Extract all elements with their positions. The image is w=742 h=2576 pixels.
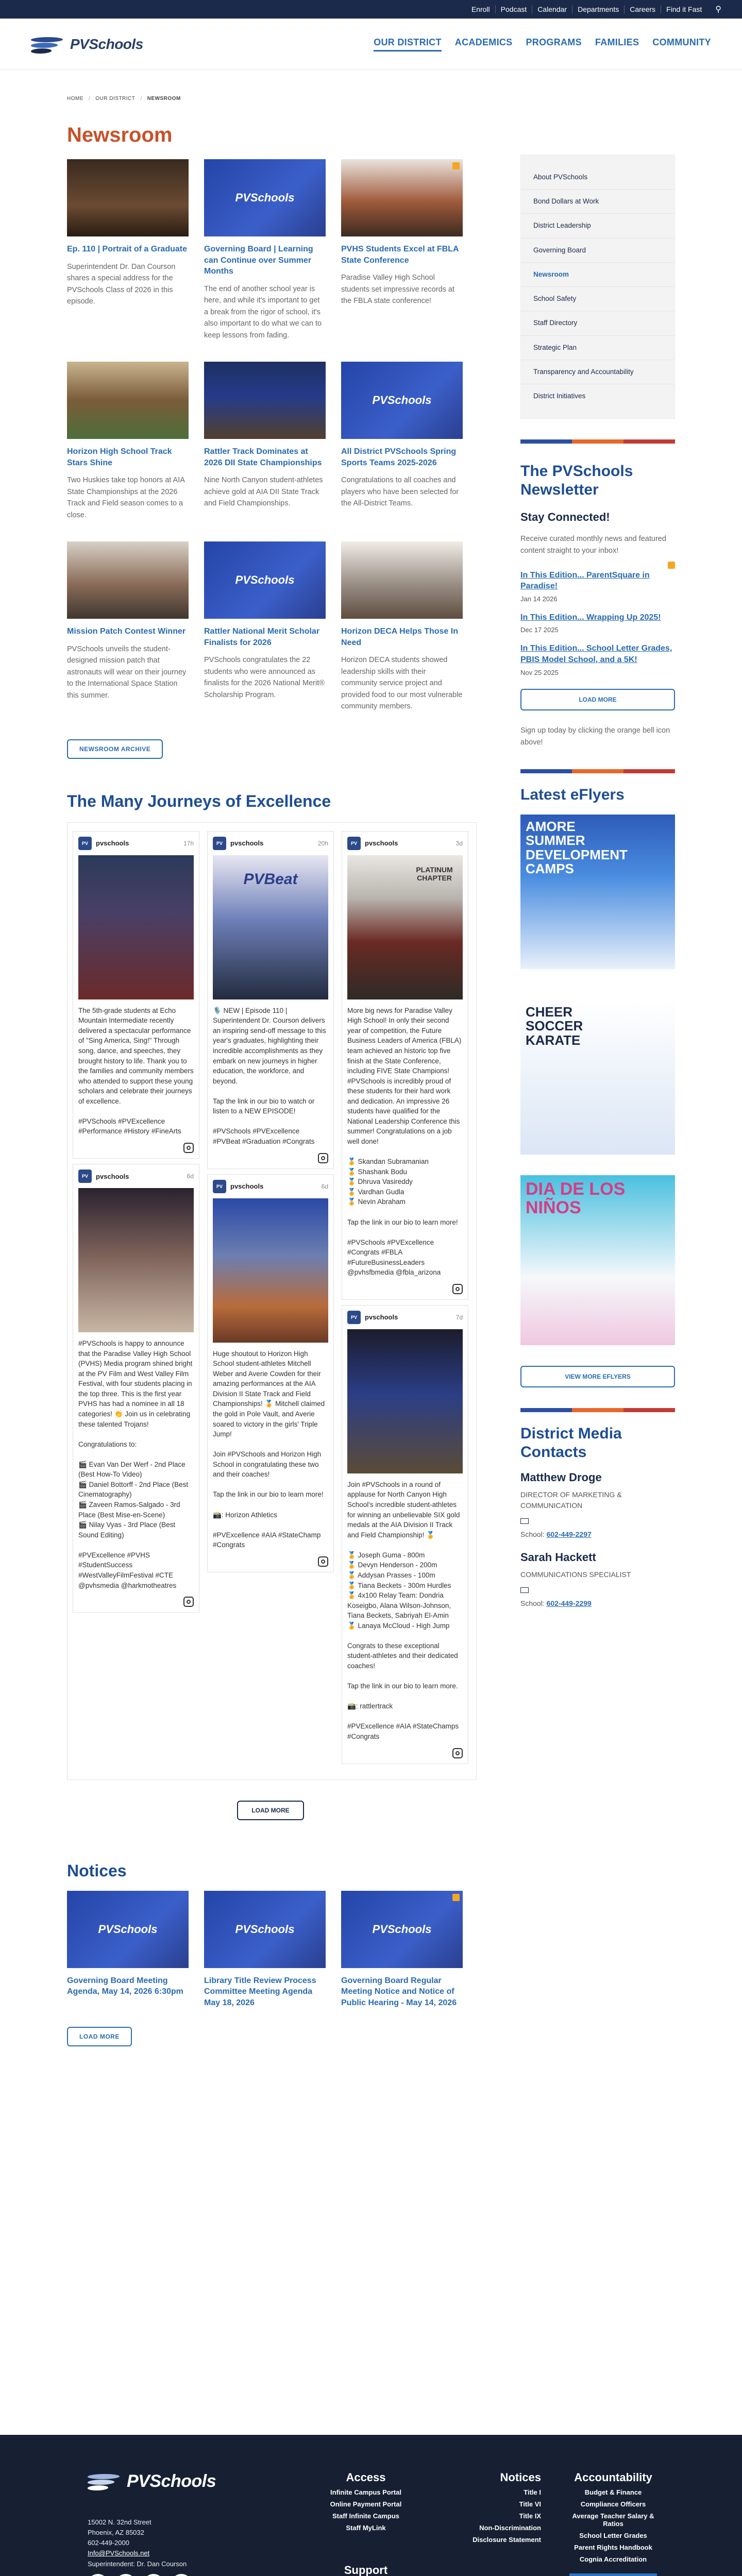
notice-title[interactable]: Governing Board Regular Meeting Notice and Notice of Public Hearing - May 14, 2026 xyxy=(341,1976,457,2007)
utility-link-departments[interactable]: Departments xyxy=(572,5,624,13)
social-post[interactable] xyxy=(342,1305,468,1764)
post-timestamp: 20h xyxy=(317,839,328,847)
footer-accountability-column xyxy=(562,2471,665,2576)
news-thumbnail[interactable] xyxy=(67,159,189,236)
newsletter-load-more-button[interactable]: LOAD MORE xyxy=(520,689,675,710)
footer-access-title: Access xyxy=(346,2471,386,2484)
footer-logo[interactable] xyxy=(88,2471,216,2492)
newsletter-item-title[interactable]: In This Edition... ParentSquare in Paradise! xyxy=(520,570,650,591)
news-card[interactable] xyxy=(67,159,189,341)
footer-link[interactable]: Disclosure Statement xyxy=(473,2536,541,2544)
decorative-stripe xyxy=(520,769,675,773)
avatar: PV xyxy=(213,1180,226,1193)
address-street: 15002 N. 32nd Street xyxy=(88,2518,151,2526)
newsroom-archive-button[interactable]: NEWSROOM ARCHIVE xyxy=(67,739,163,759)
podcast-logo-text: PVBeat xyxy=(243,870,298,888)
email-icon[interactable] xyxy=(520,1587,529,1593)
footer-link[interactable]: Title VI xyxy=(519,2500,541,2508)
sidebar-item-district-leadership[interactable]: District Leadership xyxy=(521,214,674,238)
post-timestamp: 17h xyxy=(183,839,194,847)
news-card[interactable] xyxy=(341,541,463,713)
post-caption: The 5th-grade students at Echo Mountain Intermediate recently delivered a spectacular performance of "Sing America, Sing!" Through song, dance, and speeches, they brought history to life. Thank you to the families and community members who attended to support these young scholars and celebrate their journeys of excellence. #PVSchools #PVExcellence #Performance #History #FineArts xyxy=(78,1006,194,1136)
newsletter-item-date: Dec 17 2025 xyxy=(520,626,559,634)
news-title[interactable]: Horizon DECA Helps Those In Need xyxy=(341,627,458,647)
footer-address xyxy=(88,2517,187,2569)
notice-thumbnail[interactable] xyxy=(67,1891,189,1968)
contact-phone-number[interactable]: 602-449-2297 xyxy=(546,1530,592,1538)
notification-bell-icon xyxy=(452,1894,460,1901)
utility-link-enroll[interactable]: Enroll xyxy=(471,5,490,13)
contact-name: Sarah Hackett xyxy=(520,1550,596,1564)
social-post[interactable] xyxy=(207,831,334,1169)
sidebar-item-governing-board[interactable]: Governing Board xyxy=(521,239,674,263)
avatar: PV xyxy=(347,837,361,850)
avatar: PV xyxy=(78,837,92,850)
instagram-icon[interactable] xyxy=(183,1143,194,1153)
site-footer xyxy=(0,2435,742,2576)
breadcrumb-home[interactable]: HOME xyxy=(67,96,83,101)
newsletter-item-date: Jan 14 2026 xyxy=(520,595,558,603)
footer-support-column xyxy=(319,2564,412,2576)
sidebar-item-about[interactable]: About PVSchools xyxy=(521,165,674,190)
notice-card[interactable] xyxy=(67,1891,189,2009)
footer-link[interactable]: Title I xyxy=(524,2488,541,2496)
footer-link[interactable]: Staff MyLink xyxy=(346,2524,386,2532)
post-timestamp: 6d xyxy=(321,1182,328,1190)
newsletter-title: The PVSchools Newsletter xyxy=(520,463,633,499)
eflyer-heading: AMORE SUMMER DEVELOPMENT CAMPS xyxy=(526,818,628,876)
news-thumbnail[interactable] xyxy=(204,541,326,619)
thumb-logo: PVSchools xyxy=(372,394,432,407)
utility-bar xyxy=(0,0,742,19)
newsletter-intro: Receive curated monthly news and featured content straight to your inbox! xyxy=(520,535,666,555)
thumb-logo: PVSchools xyxy=(98,1922,158,1936)
news-excerpt: Paradise Valley High School students set impressive records at the FBLA state conference! xyxy=(341,274,455,306)
decorative-stripe xyxy=(520,439,675,444)
post-username[interactable]: pvschools xyxy=(365,1313,398,1321)
utility-link-podcast[interactable]: Podcast xyxy=(495,5,532,13)
notice-thumbnail[interactable] xyxy=(204,1891,326,1968)
youtube-icon[interactable] xyxy=(171,2574,192,2576)
footer-support-title: Support xyxy=(344,2564,388,2576)
sidebar-menu xyxy=(520,155,675,419)
post-image[interactable] xyxy=(213,1198,328,1343)
notice-card[interactable] xyxy=(341,1891,463,2009)
news-excerpt: PVSchools congratulates the 22 students who were announced as finalists for the 2026 National Merit® Scholarship Program. xyxy=(204,656,325,699)
news-thumbnail[interactable] xyxy=(204,362,326,439)
post-username[interactable]: pvschools xyxy=(230,839,264,848)
post-username[interactable]: pvschools xyxy=(365,839,398,848)
newsletter-item[interactable] xyxy=(520,612,675,634)
news-title[interactable]: Governing Board | Learning can Continue over Summer Months xyxy=(204,245,313,276)
notice-thumbnail[interactable] xyxy=(341,1891,463,1968)
notice-title[interactable]: Governing Board Meeting Agenda, May 14, 2026 6:30pm xyxy=(67,1976,183,1996)
post-caption: Join #PVSchools in a round of applause for North Canyon High School's incredible student-athletes for winning an unbelievable SIX gold medals at the AIA Division II Track and Field Championship! 🏅 🏅 Joseph Guma - 800m 🏅 Devyn Henderson - 200m 🏅 Addysan Prasses - 100m 🏅 Tiana Beckets - 300m Hurdles 🏅 4x100 Relay Team: Dondria Koseigbo, Alana Wilson-Johnson, Tiana Beckets, Sabriyah El-Amin 🏅 Lanaya McCloud - High Jump Congrats to these exceptional student-athletes and their dedicated coaches! Tap the link in our bio to learn more. 📸: rattlertrack #PVExcellence #AIA #StateChamps #Congrats xyxy=(347,1480,460,1740)
thumb-logo: PVSchools xyxy=(235,573,295,587)
avatar: PV xyxy=(347,1311,361,1324)
logo-swoosh-icon xyxy=(88,2471,124,2492)
social-post[interactable] xyxy=(73,831,199,1159)
news-card[interactable] xyxy=(67,541,189,713)
post-image[interactable] xyxy=(78,855,194,999)
social-column xyxy=(342,831,476,1769)
news-card[interactable] xyxy=(341,362,463,521)
nav-programs[interactable]: PROGRAMS xyxy=(526,37,582,47)
news-excerpt: Horizon DECA students showed leadership skills with their community service project and provided food to our most vulnerable community members. xyxy=(341,656,463,711)
newsletter-subtitle: Stay Connected! xyxy=(520,511,610,524)
thumb-logo: PVSchools xyxy=(235,191,295,204)
footer-link[interactable]: Staff Infinite Campus xyxy=(332,2512,399,2520)
footer-social-links xyxy=(88,2574,192,2576)
post-username[interactable]: pvschools xyxy=(96,839,129,848)
post-username[interactable]: pvschools xyxy=(96,1172,129,1180)
footer-link[interactable]: Infinite Campus Portal xyxy=(330,2488,401,2496)
fbla-banner-text: PLATINUM CHAPTER xyxy=(416,865,453,882)
main-content xyxy=(67,124,474,2046)
twitter-icon[interactable] xyxy=(143,2574,164,2576)
main-nav xyxy=(374,37,711,52)
social-post[interactable] xyxy=(207,1174,334,1572)
page-title: Newsroom xyxy=(67,124,173,146)
breadcrumb-our-district[interactable]: OUR DISTRICT xyxy=(95,96,136,101)
post-image[interactable] xyxy=(78,1188,194,1332)
news-title[interactable]: Mission Patch Contest Winner xyxy=(67,627,186,636)
footer-notices-column xyxy=(464,2471,541,2544)
footer-logo-text: PVSchools xyxy=(127,2471,216,2491)
journeys-title: The Many Journeys of Excellence xyxy=(67,791,331,810)
news-thumbnail[interactable] xyxy=(204,159,326,236)
footer-link[interactable]: Online Payment Portal xyxy=(330,2500,402,2508)
breadcrumb-current: NEWSROOM xyxy=(147,96,181,101)
post-image[interactable] xyxy=(213,855,328,999)
notice-title[interactable]: Library Title Review Process Committee Meeting Agenda May 18, 2026 xyxy=(204,1976,316,2007)
footer-superintendent: Superintendent: Dr. Dan Courson xyxy=(88,2560,187,2568)
social-post[interactable] xyxy=(342,831,468,1300)
site-logo[interactable] xyxy=(31,34,143,55)
instagram-icon[interactable] xyxy=(183,1597,194,1607)
email-icon[interactable] xyxy=(520,1518,529,1524)
sidebar-item-newsroom[interactable]: Newsroom xyxy=(521,263,674,287)
news-card[interactable] xyxy=(204,541,326,713)
contact-us-button[interactable] xyxy=(569,2573,657,2576)
footer-notices-title: Notices xyxy=(500,2471,541,2484)
sidebar-item-district-initiatives[interactable]: District Initiatives xyxy=(533,392,586,400)
footer-link[interactable]: Non-Discrimination xyxy=(479,2524,541,2532)
news-thumbnail[interactable] xyxy=(341,159,463,236)
instagram-icon[interactable] xyxy=(452,1748,463,1758)
post-caption: Huge shoutout to Horizon High School student-athletes Mitchell Weber and Averie Cowden for their amazing performances at the AIA Division II State Track and Field Championships! 🏅 Mitchell claimed the gold in Pole Vault, and Averie soared to victory in the girls' Triple Jump! Join #PVSchools and Horizon High School in congratulating these two and their coaches! Tap the link in our bio to learn more! 📸: Horizon Athletics #PVExcellence #AIA #StateChamp #Congrats xyxy=(213,1349,325,1549)
post-timestamp: 7d xyxy=(456,1313,463,1321)
media-contact xyxy=(520,1551,675,1607)
contact-role: COMMUNICATIONS SPECIALIST xyxy=(520,1570,631,1579)
sidebar-item-transparency[interactable]: Transparency and Accountability xyxy=(521,360,674,384)
footer-access-column xyxy=(319,2471,412,2532)
post-username[interactable]: pvschools xyxy=(230,1182,264,1191)
newsletter-signup-note: Sign up today by clicking the orange bell icon above! xyxy=(520,726,670,747)
post-image[interactable] xyxy=(347,855,463,999)
breadcrumb xyxy=(0,70,742,101)
media-contacts-title: District Media Contacts xyxy=(520,1425,622,1461)
bell-icon[interactable] xyxy=(668,562,675,569)
news-excerpt: PVSchools unveils the student-designed mission patch that astronauts will wear on their journey to the International Space Station this summer. xyxy=(67,645,187,700)
news-thumbnail[interactable] xyxy=(341,362,463,439)
eflyers-title: Latest eFlyers xyxy=(520,786,625,803)
facebook-icon[interactable] xyxy=(88,2574,108,2576)
media-contact xyxy=(520,1471,675,1538)
instagram-icon[interactable] xyxy=(115,2574,136,2576)
instagram-icon[interactable] xyxy=(452,1284,463,1294)
instagram-icon[interactable] xyxy=(318,1556,328,1567)
post-image[interactable] xyxy=(347,1329,463,1473)
newsletter-item-date: Nov 25 2025 xyxy=(520,668,559,676)
contact-phone xyxy=(520,1599,675,1607)
eflyer-image[interactable] xyxy=(520,815,675,969)
contact-phone xyxy=(520,1530,675,1538)
contact-phone-label: School: xyxy=(520,1530,545,1538)
breadcrumb-separator: / xyxy=(140,96,142,101)
news-excerpt: Two Huskies take top honors at AIA State Championships at the 2026 Track and Field season comes to a close. xyxy=(67,476,185,519)
sidebar-item-staff-directory[interactable]: Staff Directory xyxy=(521,311,674,335)
decorative-stripe xyxy=(520,1408,675,1412)
news-excerpt: Nine North Canyon student-athletes achieve gold at AIA DII State Track and Field Championships. xyxy=(204,476,323,508)
eflyer-heading: DIA DE LOS NIÑOS xyxy=(526,1179,626,1217)
thumb-logo: PVSchools xyxy=(372,1922,432,1936)
news-thumbnail[interactable] xyxy=(67,362,189,439)
instagram-icon[interactable] xyxy=(318,1153,328,1163)
journeys-load-more-wrap xyxy=(67,1801,474,1820)
view-more-eflyers-button[interactable]: VIEW MORE EFLYERS xyxy=(520,1366,675,1387)
footer-link[interactable]: School Letter Grades xyxy=(579,2532,647,2539)
news-title[interactable]: Rattler National Merit Scholar Finalists for 2026 xyxy=(204,627,320,647)
news-card[interactable] xyxy=(204,159,326,341)
eflyer-image[interactable] xyxy=(520,1175,675,1345)
footer-accountability-title: Accountability xyxy=(574,2471,652,2484)
footer-link[interactable]: Parent Rights Handbook xyxy=(574,2544,652,2551)
notice-card[interactable] xyxy=(204,1891,326,2009)
news-card[interactable] xyxy=(341,159,463,341)
search-icon[interactable]: ⚲ xyxy=(715,5,721,14)
utility-link-find-it-fast[interactable]: Find it Fast xyxy=(661,5,707,13)
thumb-logo: PVSchools xyxy=(235,1922,295,1936)
news-excerpt: Congratulations to all coaches and players who have been selected for the All-District Teams. xyxy=(341,476,459,508)
newsletter-item[interactable] xyxy=(520,643,675,676)
newsletter-item-title[interactable]: In This Edition... Wrapping Up 2025! xyxy=(520,613,661,622)
newsletter-item[interactable] xyxy=(520,570,675,603)
footer-link[interactable]: Cognia Accreditation xyxy=(579,2555,647,2563)
address-phone: 602-449-2000 xyxy=(88,2539,129,2547)
sidebar-item-school-safety[interactable]: School Safety xyxy=(521,287,674,311)
sidebar-item-strategic-plan[interactable]: Strategic Plan xyxy=(521,336,674,360)
contact-name: Matthew Droge xyxy=(520,1470,602,1484)
news-card[interactable] xyxy=(67,362,189,521)
notices-grid xyxy=(67,1891,474,2009)
eflyer-heading: CHEER SOCCER KARATE xyxy=(526,1004,583,1048)
breadcrumb-separator: / xyxy=(89,96,91,101)
logo-swoosh-icon xyxy=(31,34,67,55)
social-column xyxy=(207,831,342,1578)
news-excerpt: Superintendent Dr. Dan Courson shares a special address for the PVSchools Class of 2026 in this episode. xyxy=(67,262,176,306)
footer-link[interactable]: Compliance Officers xyxy=(580,2500,646,2508)
post-timestamp: 6d xyxy=(187,1173,194,1180)
sidebar xyxy=(520,155,675,1607)
footer-link[interactable]: Title IX xyxy=(519,2512,541,2520)
utility-link-careers[interactable]: Careers xyxy=(624,5,661,13)
news-title[interactable]: Ep. 110 | Portrait of a Graduate xyxy=(67,245,187,253)
news-excerpt: The end of another school year is here, and while it's important to get a break from the rigor of school, it's also important to do what we can to keep lessons from fading. xyxy=(204,284,322,340)
news-title[interactable]: All District PVSchools Spring Sports Teams 2025-2026 xyxy=(341,447,457,467)
post-caption: 🎙️ NEW | Episode 110 | Superintendent Dr. Courson delivers an inspiring send-off message to this year's graduates, highlighting their incredible accomplishments as they embark on new journeys in higher education, the workforce, and beyond. Tap the link in our bio to watch or listen to a NEW EPISODE! #PVSchools #PVExcellence #PVBeat #Graduation #Congrats xyxy=(213,1006,326,1146)
logo-text: PVSchools xyxy=(70,36,143,52)
nav-community[interactable]: COMMUNITY xyxy=(652,37,711,47)
avatar: PV xyxy=(78,1170,92,1183)
footer-link[interactable]: Budget & Finance xyxy=(584,2488,642,2496)
contact-phone-number[interactable]: 602-449-2299 xyxy=(546,1599,592,1607)
nav-families[interactable]: FAMILIES xyxy=(595,37,639,47)
post-timestamp: 3d xyxy=(456,839,463,847)
notices-title: Notices xyxy=(67,1861,127,1880)
social-post[interactable] xyxy=(73,1164,199,1613)
post-caption: More big news for Paradise Valley High School! In only their second year of competition, the Future Business Leaders of America (FBLA) team achieved an historic top five finish at the State Conference, including FIVE State Champions! #PVSchools is incredibly proud of these students for their hard work and dedication. An impressive 26 students have qualified for the National Leadership Conference this summer! Congratulations on a job well done! 🏅 Skandan Subramanian 🏅 Shashank Bodu 🏅 Dhruva Vasireddy 🏅 Vardhan Gudla 🏅 Nevin Abraham Tap the link in our bio to learn more! #PVSchools #PVExcellence #Congrats #FBLA #FutureBusinessLeaders @pvhsfbmedia @fbla_arizona xyxy=(347,1006,462,1277)
contact-phone-label: School: xyxy=(520,1599,545,1607)
news-thumbnail[interactable] xyxy=(341,541,463,619)
news-grid xyxy=(67,159,474,713)
notices-load-more-button[interactable]: LOAD MORE xyxy=(67,2027,132,2046)
newsletter-item-title[interactable]: In This Edition... School Letter Grades, PBIS Model School, and a 5K! xyxy=(520,644,672,664)
nav-academics[interactable]: ACADEMICS xyxy=(454,37,513,47)
notification-bell-icon xyxy=(452,162,460,170)
utility-link-calendar[interactable]: Calendar xyxy=(532,5,572,13)
footer-link[interactable]: Average Teacher Salary & Ratios xyxy=(572,2512,654,2528)
footer-email-link[interactable]: Info@PVSchools.net xyxy=(88,2549,150,2557)
avatar: PV xyxy=(213,837,226,850)
news-thumbnail[interactable] xyxy=(67,541,189,619)
news-title[interactable]: Rattler Track Dominates at 2026 DII State Championships xyxy=(204,447,322,467)
contact-role: DIRECTOR OF MARKETING & COMMUNICATION xyxy=(520,1490,622,1510)
news-card[interactable] xyxy=(204,362,326,521)
nav-our-district[interactable]: OUR DISTRICT xyxy=(374,37,442,52)
news-title[interactable]: PVHS Students Excel at FBLA State Conference xyxy=(341,245,459,265)
journeys-load-more-button[interactable]: LOAD MORE xyxy=(237,1801,303,1820)
news-title[interactable]: Horizon High School Track Stars Shine xyxy=(67,447,172,467)
social-feed xyxy=(67,822,477,1780)
site-header xyxy=(0,19,742,70)
eflyer-image[interactable] xyxy=(520,1000,675,1155)
address-city: Phoenix, AZ 85032 xyxy=(88,2529,144,2537)
social-column xyxy=(73,831,207,1618)
post-caption: #PVSchools is happy to announce that the Paradise Valley High School (PVHS) Media program shined bright at the PV Film and West Valley Film Festival, with four students placing in the top three. This is the first year PVHS has had a nominee in all 18 categories! 👏 Join us in celebrating these talented Trojans! Congratulations to: 🎬 Evan Van Der Werf - 2nd Place (Best How-To Video) 🎬 Daniel Bottorff - 2nd Place (Best Cinematography) 🎬 Zaveen Ramos-Salgado - 3rd Place (Best Mise-en-Scene) 🎬 Nilay Vyas - 3rd Place (Best Sound Editing) #PVExcellence #PVHS #StudentSuccess #WestValleyFilmFestival #CTE @pvhsmedia @harkmotheatres xyxy=(78,1340,193,1589)
sidebar-item-bond-dollars[interactable]: Bond Dollars at Work xyxy=(521,190,674,214)
